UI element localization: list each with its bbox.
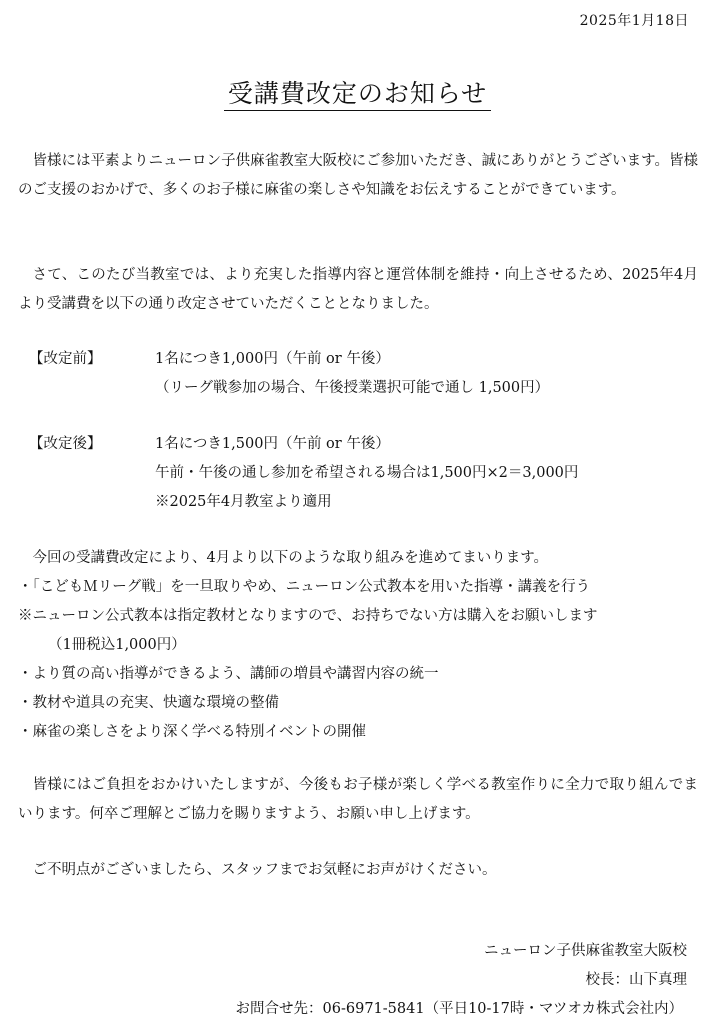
list-item: ※ニューロン公式教本は指定教材となりますので、お持ちでない方は購入をお願いします	[18, 608, 598, 624]
list-item: ・「こどもＭリーグ戦」を一旦取りやめ、ニューロン公式教本を用いた指導・講義を行う	[18, 579, 591, 595]
list-item: （1冊税込1,000円）	[48, 637, 186, 653]
closing-paragraph-1: 皆様にはご負担をおかけいたしますが、今後もお子様が楽しく学べる教室作りに全力で取り組んでまいります。何卒ご理解とご協力を賜りますよう、お願い申し上げます。	[18, 777, 698, 822]
changes-list	[18, 573, 708, 747]
title-text: 受講費改定のお知らせ	[224, 79, 491, 111]
fee-before-line-1: 1名につき1,000円（午前 or 午後）	[155, 351, 390, 367]
fee-after-line-1: 1名につき1,500円（午前 or 午後）	[155, 436, 390, 452]
fee-after-lines	[155, 430, 578, 517]
document-title	[0, 74, 715, 110]
fee-after-label: 【改定後】	[29, 436, 102, 452]
list-item: ・教材や道具の充実、快適な環境の整備	[18, 695, 279, 711]
signature-org: ニューロン子供麻雀教室大阪校	[484, 943, 687, 959]
document-date: 2025年1月18日	[579, 13, 689, 29]
fee-before-line-2: （リーグ戦参加の場合、午後授業選択可能で通し 1,500円）	[155, 380, 550, 396]
list-item: ・麻雀の楽しさをより深く学べる特別イベントの開催	[18, 724, 366, 740]
intro-paragraph-1: 皆様には平素よりニューロン子供麻雀教室大阪校にご参加いただき、誠にありがとうございます。皆様のご支援のおかげで、多くのお子様に麻雀の楽しさや知識をお伝えすることができています。	[18, 153, 698, 198]
list-item: ・より質の高い指導ができるよう、講師の増員や講習内容の統一	[18, 666, 439, 682]
signature-principal: 校長：山下真理	[585, 972, 687, 988]
fee-before-lines	[155, 345, 549, 403]
signature-contact: お問合せ先：06-6971-5841（平日10-17時・マツオカ株式会社内）	[235, 1001, 683, 1017]
intro-paragraph-2: さて、このたび当教室では、より充実した指導内容と運営体制を維持・向上させるため、2025年4月より受講費を以下の通り改定させていただくこととなりました。	[18, 267, 698, 312]
fee-before-label: 【改定前】	[29, 351, 102, 367]
changes-intro: 今回の受講費改定により、4月より以下のような取り組みを進めてまいります。	[32, 550, 549, 566]
fee-after-line-3: ※2025年4月教室より適用	[155, 494, 332, 510]
fee-after-line-2: 午前・午後の通し参加を希望される場合は1,500円×2＝3,000円	[155, 465, 579, 481]
closing-paragraph-2: ご不明点がございましたら、スタッフまでお気軽にお声がけください。	[32, 862, 497, 878]
